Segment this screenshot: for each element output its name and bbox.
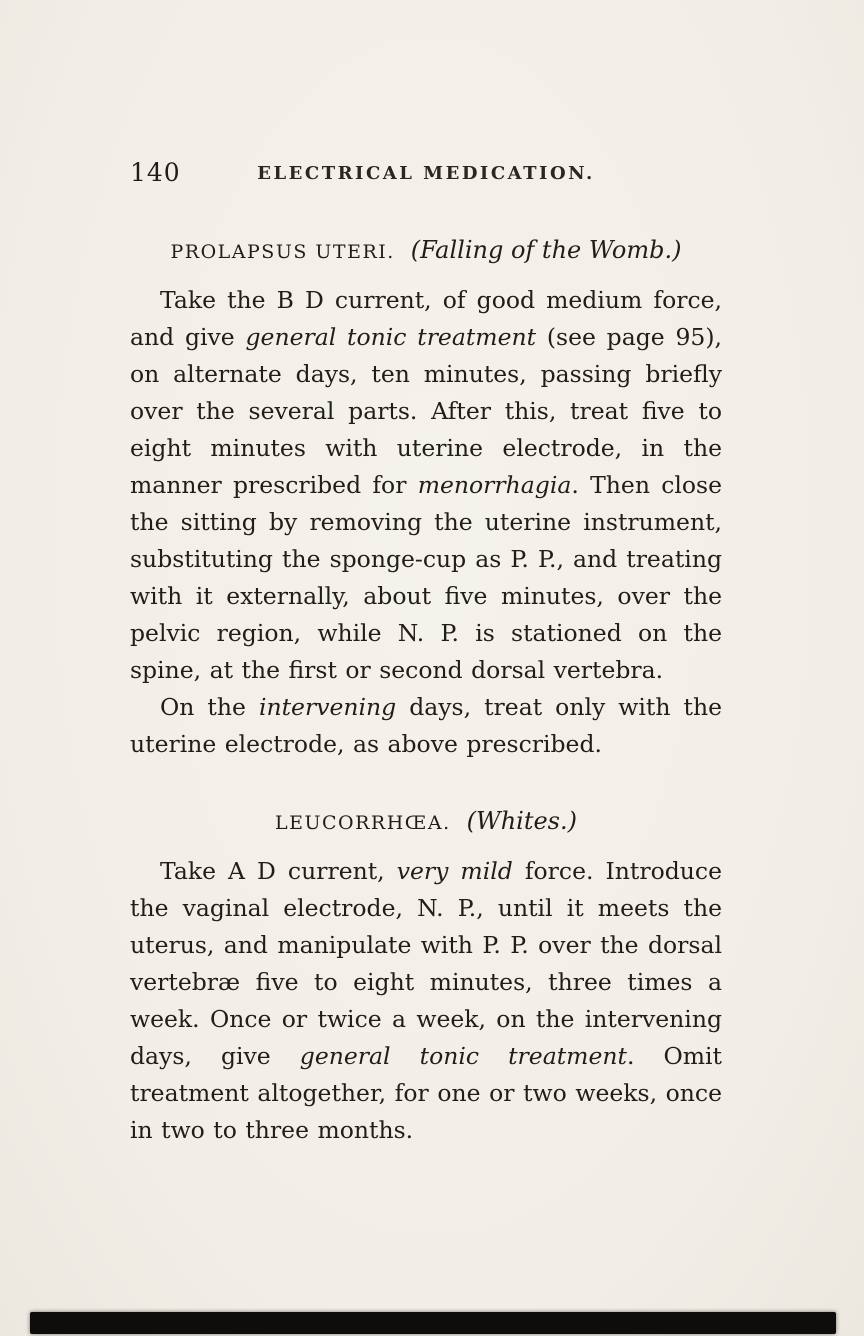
italic-text-run: general tonic treatment [299, 1042, 627, 1070]
section-title: PROLAPSUS UTERI. [170, 241, 395, 263]
italic-text-run: menorrhagia [417, 471, 572, 499]
text-run: force. Introduce the vaginal electrode, N. P., until it meets the uterus, and manipulate with P. P. over the dorsal vertebræ five to eight minutes, three times a week. Once or twice a week, on the intervening days, give [130, 857, 722, 1070]
italic-text-run: intervening [258, 693, 397, 721]
text-run: Take the B D current, of good medium force, and give [130, 286, 722, 351]
section-subtitle: (Whites.) [466, 807, 577, 835]
section-subtitle: (Falling of the Womb.) [410, 236, 682, 264]
paragraph [130, 689, 722, 763]
page-content [130, 192, 722, 1149]
text-run: . Omit treatment altogether, for one or two weeks, once in two to three months. [130, 1042, 723, 1144]
section-title: LEUCORRHŒA. [275, 812, 451, 834]
section-heading [130, 763, 722, 853]
page-header [130, 158, 722, 192]
running-header: ELECTRICAL MEDICATION. [257, 163, 595, 184]
text-run: . Then close the sitting by removing the uterine instrument, substituting the sponge-cup as P. P., and treating with it externally, about five minutes, over the pelvic region, while N. P. is stationed on the spine, at the first or second dorsal vertebra. [130, 471, 722, 684]
text-run: days, treat only with the uterine electrode, as above prescribed. [130, 693, 723, 758]
paragraph [130, 853, 722, 1149]
text-run: Take A D current, [160, 857, 397, 885]
section-heading [130, 192, 722, 282]
page-number: 140 [130, 158, 181, 187]
paragraph [130, 282, 722, 689]
italic-text-run: very mild [396, 857, 513, 885]
text-block [130, 158, 722, 1149]
italic-text-run: general tonic treatment [245, 323, 537, 351]
scan-artifact-bar [30, 1312, 836, 1334]
text-run: On the [160, 693, 259, 721]
text-run: (see page 95), on alternate days, ten minutes, passing briefly over the several parts. After this, treat five to eight minutes with uterine electrode, in the manner prescribed for [130, 323, 723, 499]
